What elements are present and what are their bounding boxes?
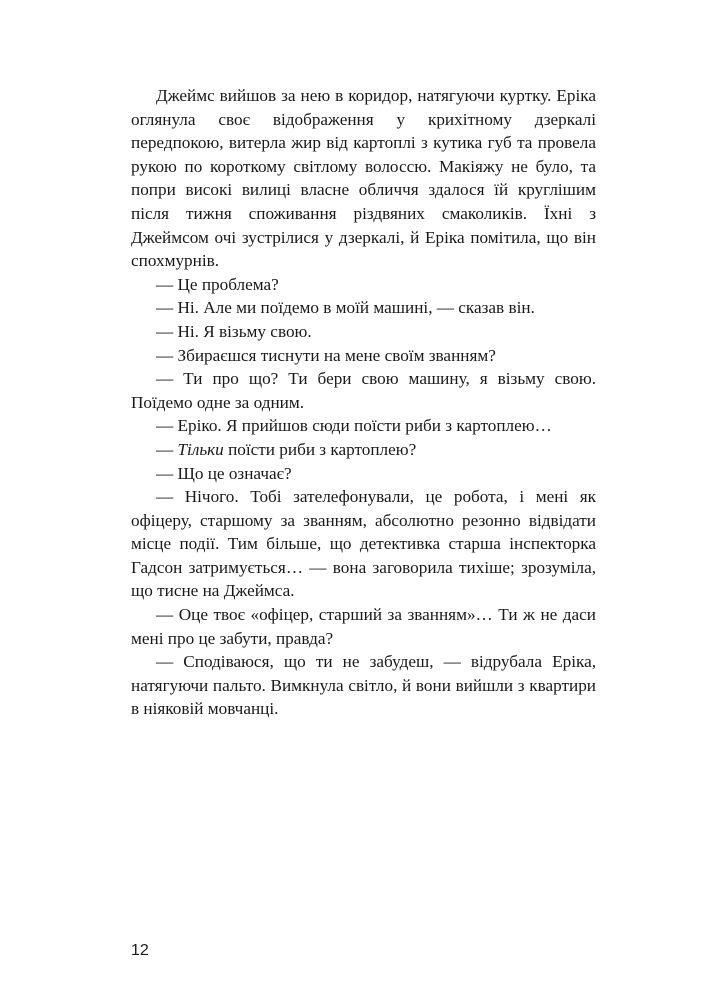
- dialogue-line: — Ні. Я візьму свою.: [156, 321, 312, 341]
- dialogue-line: — Збираєшся тиснути на мене своїм званням?: [156, 345, 496, 365]
- dialogue-line: — Сподіваюся, що ти не забудеш, — відрубала Еріка, натягуючи пальто. Вимкнула світло, й вони вийшли з квартири в ніяковій мовчанці.: [131, 652, 596, 719]
- dialogue-line: — Це проблема?: [156, 274, 279, 294]
- dialogue-line: — Що це означає?: [156, 463, 292, 483]
- dialogue-line: — Оце твоє «офіцер, старший за званням»… Ти ж не даси мені про це забути, правда?: [131, 605, 596, 648]
- line-rest: поїсти риби з картоплею?: [223, 439, 417, 459]
- paragraph: Джеймс вийшов за нею в коридор, натягуючи куртку. Еріка оглянула своє відображення у крихітному дзеркалі передпокою, витерла жир від картоплі з кутика губ та провела рукою по короткому світлому волоссю. Макіяжу не було, та попри високі вилиці власне обличчя здалося їй круглішим після тижня споживання різдвяних смаколиків. Їхні з Джеймсом очі зустрілися у дзеркалі, й Еріка помітила, що він спохмурнів.: [131, 86, 596, 271]
- page-number: 12: [131, 942, 149, 959]
- dialogue-line: — Нічого. Тобі зателефонували, це робота, і мені як офіцеру, старшому за званням, абсолютно резонно відвідати місце події. Тим більше, що детективка старша інспекторка Гадсон затримується… — вона заговорила тихіше; зрозуміла, що тисне на Джеймса.: [131, 487, 596, 601]
- dialogue-line-italic: [131, 438, 596, 462]
- italic-word: Тільки: [177, 439, 224, 459]
- body-text: [131, 84, 596, 721]
- dialogue-line: — Еріко. Я прийшов сюди поїсти риби з картоплею…: [156, 416, 552, 436]
- dialogue-line: — Ти про що? Ти бери свою машину, я візьму свою. Поїдемо одне за одним.: [131, 369, 596, 412]
- dash: —: [156, 439, 178, 459]
- dialogue-line: — Ні. Але ми поїдемо в моїй машині, — сказав він.: [156, 298, 535, 318]
